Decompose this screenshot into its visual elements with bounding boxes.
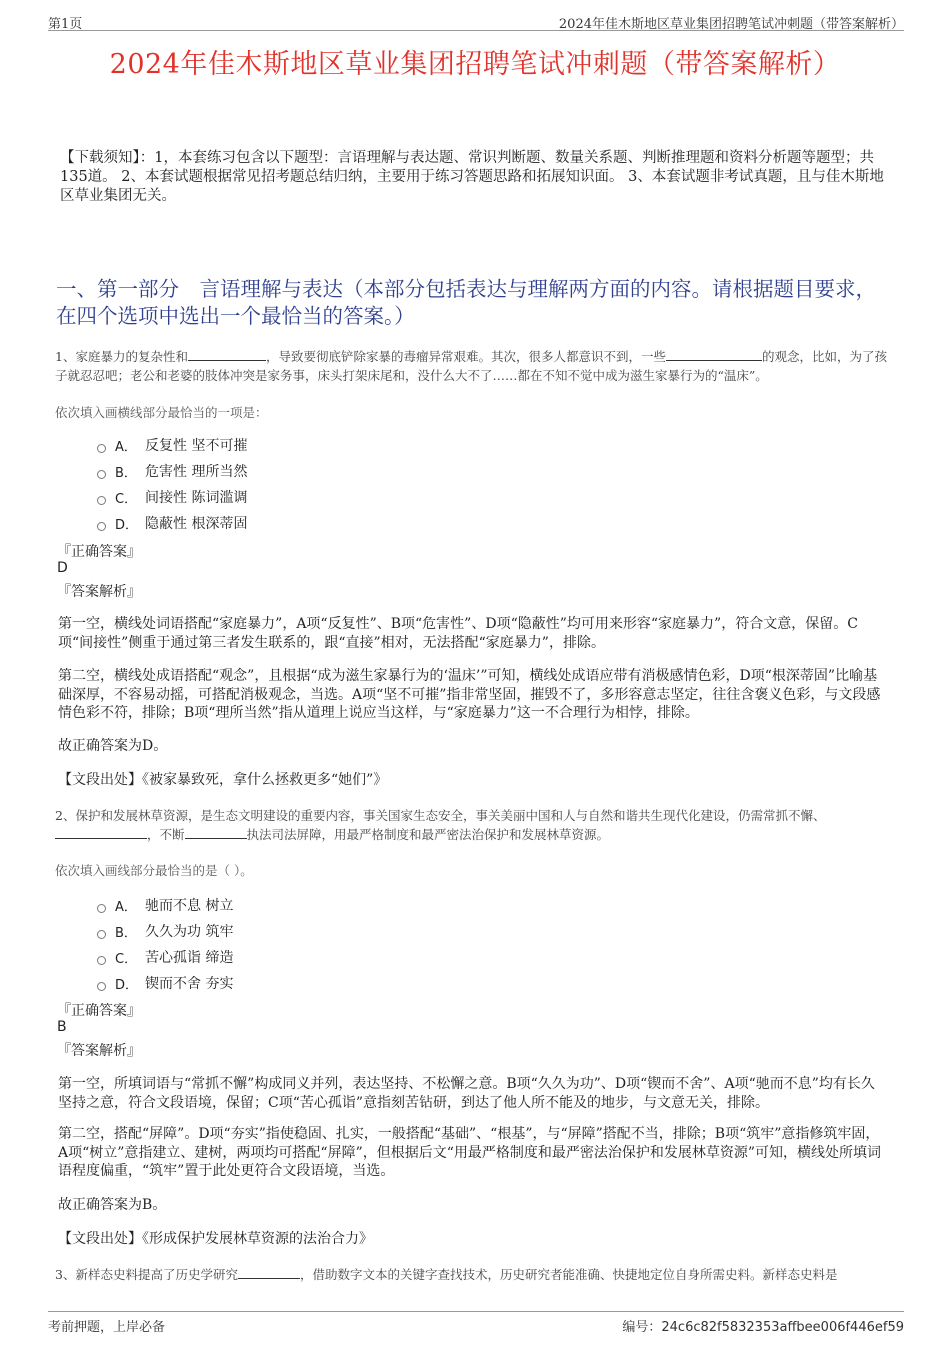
q1-answer: D (57, 560, 68, 576)
q3-text-1: 3、新样态史料提高了历史学研究 (55, 1267, 238, 1282)
option-letter: C． (115, 491, 138, 507)
q2-blank-2 (185, 826, 247, 839)
q2-conclusion: 故正确答案为B。 (58, 1197, 167, 1213)
option-text: 苦心孤诣 缔造 (145, 950, 234, 966)
q2-analysis-label: 『答案解析』 (57, 1043, 141, 1059)
q1-blank-1 (188, 348, 266, 361)
header-doc-title: 2024年佳木斯地区草业集团招聘笔试冲刺题（带答案解析） (558, 17, 904, 32)
radio-icon[interactable] (97, 522, 106, 531)
radio-icon[interactable] (97, 470, 106, 479)
option-letter: B． (115, 465, 137, 481)
q2-prompt: 依次填入画线部分最恰当的是（ ）。 (55, 863, 253, 878)
question-3-stem (55, 1265, 897, 1284)
option-letter: D． (115, 517, 139, 533)
q1-analysis-p2: 第二空，横线处成语搭配“观念”，且根据“成为滋生家暴行为的‘温床’”可知，横线处成语应带有消极感情色彩，D项“根深蒂固”比喻基础深厚，不容易动摇，可搭配消极观念，当选。A项“坚不可摧”指非常坚固，摧毁不了，多形容意志坚定，往往含褒义色彩，与文段感情色彩不符，排除；B项“理所当然”指从道理上说应当这样，与“家庭暴力”这一不合理行为相悖，排除。 (58, 668, 881, 721)
radio-icon[interactable] (97, 496, 106, 505)
q2-analysis-p1: 第一空，所填词语与“常抓不懈”构成同义并列，表达坚持、不松懈之意。B项“久久为功”、D项“锲而不舍”、A项“驰而不息”均有长久坚持之意，符合文段语境，保留；C项“苦心孤诣”意指刻苦钻研，到达了他人所不能及的地步，与文意无关，排除。 (58, 1076, 875, 1111)
q3-text-2: ，借助数字文本的关键字查找技术，历史研究者能准确、快捷地定位自身所需史料。新样态史料是 (299, 1267, 838, 1282)
q2-option-b[interactable] (97, 918, 233, 944)
radio-icon[interactable] (97, 904, 106, 913)
page-footer (48, 1311, 904, 1336)
q2-text-2: ，不断 (147, 827, 185, 842)
q1-source: 【文段出处】《被家暴致死，拿什么拯救更多“她们”》 (58, 772, 388, 788)
q1-prompt: 依次填入画横线部分最恰当的一项是： (55, 405, 268, 420)
q2-options (97, 892, 233, 996)
q2-analysis-p2: 第二空，搭配“屏障”。D项“夯实”指使稳固、扎实，一般搭配“基础”、“根基”，与“屏障”搭配不当，排除；B项“筑牢”意指修筑牢固，A项“树立”意指建立、建树，两项均可搭配“屏障”，但根据后文“用最严格制度和最严密法治保护和发展林草资源”可知，横线处所填词语程度偏重，“筑牢”置于此处更符合文段语境，当选。 (58, 1126, 882, 1179)
option-text: 隐蔽性 根深蒂固 (145, 516, 248, 532)
q2-option-a[interactable] (97, 892, 233, 918)
download-notice: 【下载须知】：1，本套练习包含以下题型：言语理解与表达题、常识判断题、数量关系题、判断推理题和资料分析题等题型；共135道。 2、本套试题根据常见招考题总结归纳，主要用于练习答题思路和拓展知识面。 3、本套试题非考试真题，且与佳木斯地区草业集团无关。 (60, 150, 884, 204)
radio-icon[interactable] (97, 930, 106, 939)
page-header (48, 12, 904, 31)
q2-text-1: 2、保护和发展林草资源，是生态文明建设的重要内容，事关国家生态安全，事关美丽中国和人与自然和谐共生现代化建设，仍需常抓不懈、 (55, 808, 826, 823)
radio-icon[interactable] (97, 956, 106, 965)
question-2-stem (55, 806, 897, 844)
q2-blank-1 (55, 826, 147, 839)
q1-options (97, 432, 247, 536)
option-letter: D． (115, 977, 139, 993)
option-text: 久久为功 筑牢 (145, 924, 234, 940)
q2-source: 【文段出处】《形成保护发展林草资源的法治合力》 (58, 1231, 373, 1247)
option-text: 间接性 陈词滥调 (145, 490, 248, 506)
q1-analysis-p1: 第一空，横线处词语搭配“家庭暴力”，A项“反复性”、B项“危害性”、D项“隐蔽性”均可用来形容“家庭暴力”，符合文意，保留。C项“间接性”侧重于通过第三者发生联系的，跟“直接”相对，无法搭配“家庭暴力”，排除。 (58, 616, 858, 651)
q1-option-d[interactable] (97, 510, 247, 536)
q1-analysis-label: 『答案解析』 (57, 584, 141, 600)
q2-option-d[interactable] (97, 970, 233, 996)
footer-slogan: 考前押题，上岸必备 (48, 1320, 166, 1335)
option-letter: C． (115, 951, 138, 967)
option-text: 驰而不息 树立 (145, 898, 234, 914)
section-heading: 一、第一部分 言语理解与表达（本部分包括表达与理解两方面的内容。请根据题目要求，在四个选项中选出一个最恰当的答案。） (56, 277, 876, 328)
option-letter: A． (115, 899, 137, 915)
radio-icon[interactable] (97, 444, 106, 453)
option-text: 反复性 坚不可摧 (145, 438, 248, 454)
page-number: 第1页 (48, 17, 83, 32)
page-title: 2024年佳木斯地区草业集团招聘笔试冲刺题（带答案解析） (109, 49, 841, 80)
radio-icon[interactable] (97, 982, 106, 991)
q1-text-2: ，导致要彻底铲除家暴的毒瘤异常艰难。其次，很多人都意识不到，一些 (265, 349, 666, 364)
q2-answer: B (57, 1019, 67, 1035)
q2-text-3: 执法司法屏障，用最严格制度和最严密法治保护和发展林草资源。 (246, 827, 610, 842)
option-letter: B． (115, 925, 137, 941)
q1-option-a[interactable] (97, 432, 247, 458)
footer-code-value: 24c6c82f5832353affbee006f446ef59 (661, 1320, 904, 1335)
q3-blank-1 (238, 1266, 300, 1279)
q1-option-b[interactable] (97, 458, 247, 484)
q1-text-3: 的观念，比如，为了孩子就忍忍吧；老公和老婆的肢体冲突是家务事，床头打架床尾和，没什么大不了……都在不知不觉中成为滋生家暴行为的“温床”。 (55, 349, 887, 383)
option-letter: A． (115, 439, 137, 455)
footer-code-label: 编号： (622, 1320, 662, 1335)
q2-option-c[interactable] (97, 944, 233, 970)
q1-conclusion: 故正确答案为D。 (58, 738, 168, 754)
option-text: 危害性 理所当然 (145, 464, 248, 480)
q2-correct-label: 『正确答案』 (57, 1003, 141, 1019)
q1-blank-2 (666, 348, 762, 361)
q1-text-1: 1、家庭暴力的复杂性和 (55, 349, 188, 364)
q1-correct-label: 『正确答案』 (57, 544, 141, 560)
footer-code (622, 1316, 904, 1335)
option-text: 锲而不舍 夯实 (145, 976, 234, 992)
q1-option-c[interactable] (97, 484, 247, 510)
question-1-stem (55, 347, 897, 385)
